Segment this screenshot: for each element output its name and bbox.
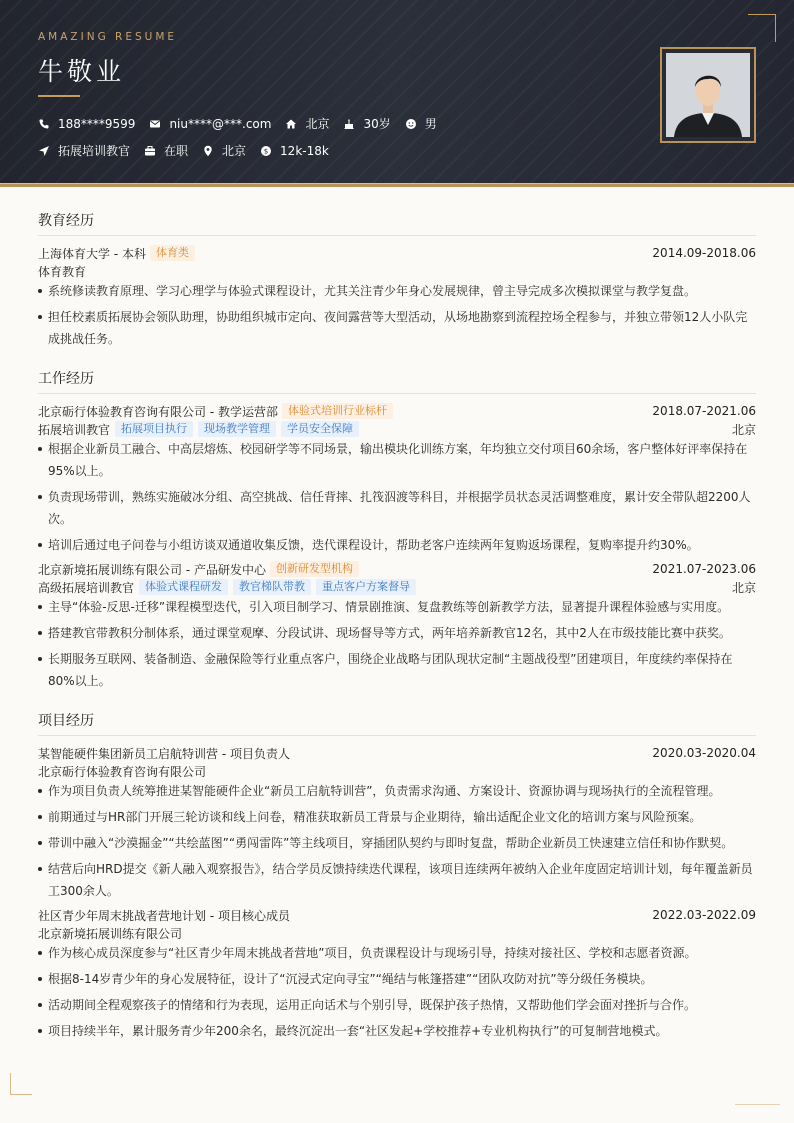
phone-value: 188****9599 <box>58 116 136 131</box>
position-value: 拓展培训教官 <box>58 144 131 158</box>
status-value: 在职 <box>164 144 189 158</box>
project-org: 北京新境拓展训练有限公司 <box>38 926 183 941</box>
bullet-list <box>38 280 756 350</box>
resume-body <box>38 210 756 1060</box>
location-item <box>285 115 329 132</box>
bullet-item: 系统修读教育原理、学习心理学与体验式课程设计，尤其关注青少年身心发展规律，曾主导完成多次模拟课堂与教学复盘。 <box>38 280 756 302</box>
bullet-list <box>38 942 756 1042</box>
company-name: 北京新境拓展训练有限公司 - 产品研发中心 <box>38 562 266 577</box>
skill-tag: 拓展项目执行 <box>115 421 193 437</box>
bullet-item: 长期服务互联网、装备制造、金融保险等行业重点客户，围绕企业战略与团队现状定制“主题战役型”团建项目，年度续约率保持在80%以上。 <box>38 648 756 692</box>
age-item <box>343 115 390 132</box>
salary-item <box>260 144 329 158</box>
skill-tag: 学员安全保障 <box>281 421 359 437</box>
briefcase-icon <box>144 145 156 157</box>
job-role: 高级拓展培训教官 <box>38 580 135 595</box>
header-accent-bar <box>0 183 794 187</box>
city-item <box>202 142 246 159</box>
bullet-item: 活动期间全程观察孩子的情绪和行为表现，运用正向话术与个别引导，既保护孩子热情，又帮助他们学会面对挫折与合作。 <box>38 994 756 1016</box>
email-item <box>149 117 271 131</box>
date-range: 2014.09-2018.06 <box>652 246 756 260</box>
corner-ornament <box>10 1073 32 1095</box>
date-range: 2020.03-2020.04 <box>652 746 756 760</box>
project-org: 北京砺行体验教育咨询有限公司 <box>38 764 207 779</box>
job-intent-row <box>38 142 343 159</box>
major-name: 体育教育 <box>38 264 87 279</box>
svg-text:$: $ <box>263 147 269 156</box>
location-pin-icon <box>202 145 214 157</box>
cake-icon <box>343 118 355 130</box>
school-name: 上海体育大学 - 本科 <box>38 246 146 261</box>
bullet-item: 担任校素质拓展协会领队助理，协助组织城市定向、夜间露营等大型活动，从场地勘察到流程控场全程参与，并独立带领12人小队完成挑战任务。 <box>38 306 756 350</box>
date-range: 2022.03-2022.09 <box>652 908 756 922</box>
section-title: 项目经历 <box>38 710 756 736</box>
smile-icon <box>405 118 417 130</box>
education-section <box>38 210 756 350</box>
work-entry <box>38 560 756 692</box>
email-value: niu****@***.com <box>169 116 272 131</box>
work-entry <box>38 402 756 556</box>
section-title: 教育经历 <box>38 210 756 236</box>
company-tag: 体验式培训行业标杆 <box>282 403 393 419</box>
bullet-item: 作为项目负责人统筹推进某智能硬件企业“新员工启航特训营”，负责需求沟通、方案设计、资源协调与现场执行的全流程管理。 <box>38 780 756 802</box>
gender-item <box>405 115 437 132</box>
bullet-item: 结营后向HRD提交《新人融入观察报告》，结合学员反馈持续迭代课程，该项目连续两年被纳入企业年度固定培训计划，每年覆盖新员工300余人。 <box>38 858 756 902</box>
bullet-item: 培训后通过电子问卷与小组访谈双通道收集反馈，迭代课程设计，帮助老客户连续两年复购返场课程，复购率提升约30%。 <box>38 534 756 556</box>
contact-row <box>38 115 451 132</box>
bullet-item: 作为核心成员深度参与“社区青少年周末挑战者营地”项目，负责课程设计与现场引导，持续对接社区、学校和志愿者资源。 <box>38 942 756 964</box>
phone-icon <box>38 118 50 130</box>
mail-icon <box>149 118 161 130</box>
corner-ornament <box>735 1104 780 1105</box>
section-title: 工作经历 <box>38 368 756 394</box>
resume-header <box>0 0 794 183</box>
projects-section <box>38 710 756 1042</box>
money-icon <box>260 145 272 157</box>
bullet-item: 根据企业新员工融合、中高层熔炼、校园研学等不同场景，输出模块化训练方案，年均独立交付项目60余场，客户整体好评率保持在95%以上。 <box>38 438 756 482</box>
bullet-item: 根据8-14岁青少年的身心发展特征，设计了“沉浸式定向寻宝”“绳结与帐篷搭建”“团队攻防对抗”等分级任务模块。 <box>38 968 756 990</box>
skill-tag: 重点客户方案督导 <box>316 579 416 595</box>
bullet-list <box>38 438 756 556</box>
skill-tag: 教官梯队带教 <box>233 579 311 595</box>
salary-value: 12k-18k <box>280 143 329 158</box>
bullet-item: 搭建教官带教积分制体系，通过课堂观摩、分段试讲、现场督导等方式，两年培养新教官12名，其中2人在市级技能比赛中获奖。 <box>38 622 756 644</box>
age-value: 30岁 <box>363 117 391 131</box>
job-city: 北京 <box>731 422 756 437</box>
skill-tag: 现场教学管理 <box>198 421 276 437</box>
position-item <box>38 142 130 159</box>
location-value: 北京 <box>305 117 330 131</box>
home-icon <box>285 118 297 130</box>
date-range: 2021.07-2023.06 <box>652 562 756 576</box>
bullet-item: 主导“体验-反思-迁移”课程模型迭代，引入项目制学习、情景剧推演、复盘教练等创新教学方法，显著提升课程体验感与实用度。 <box>38 596 756 618</box>
project-name: 某智能硬件集团新员工启航特训营 - 项目负责人 <box>38 746 290 761</box>
bullet-list <box>38 596 756 692</box>
bullet-item: 前期通过与HR部门开展三轮访谈和线上问卷，精准获取新员工背景与企业期待，输出适配企业文化的培训方案与风险预案。 <box>38 806 756 828</box>
education-entry <box>38 244 756 350</box>
skill-tag: 体验式课程研发 <box>139 579 228 595</box>
bullet-item: 带训中融入“沙漠掘金”“共绘蓝图”“勇闯雷阵”等主线项目，穿插团队契约与即时复盘，帮助企业新员工快速建立信任和协作默契。 <box>38 832 756 854</box>
profile-photo-frame <box>660 47 756 143</box>
category-tag: 体育类 <box>150 245 195 261</box>
work-section <box>38 368 756 692</box>
send-icon <box>38 145 50 157</box>
status-item <box>144 142 188 159</box>
date-range: 2018.07-2021.06 <box>652 404 756 418</box>
company-name: 北京砺行体验教育咨询有限公司 - 教学运营部 <box>38 404 278 419</box>
phone-item <box>38 117 135 131</box>
name-underline <box>38 95 80 97</box>
project-name: 社区青少年周末挑战者营地计划 - 项目核心成员 <box>38 908 290 923</box>
candidate-name: 牛敬业 <box>38 57 126 86</box>
gender-value: 男 <box>424 117 437 131</box>
profile-photo <box>666 53 750 137</box>
project-entry <box>38 906 756 1042</box>
project-entry <box>38 744 756 902</box>
company-tag: 创新研发型机构 <box>270 561 359 577</box>
brand-label: AMAZING RESUME <box>38 31 178 43</box>
bullet-list <box>38 780 756 902</box>
bullet-item: 负责现场带训，熟练实施破冰分组、高空挑战、信任背摔、扎筏泅渡等科目，并根据学员状态灵活调整难度，累计安全带队超2200人次。 <box>38 486 756 530</box>
job-city: 北京 <box>731 580 756 595</box>
job-role: 拓展培训教官 <box>38 422 111 437</box>
city-value: 北京 <box>222 144 247 158</box>
corner-ornament <box>748 14 776 42</box>
bullet-item: 项目持续半年，累计服务青少年200余名，最终沉淀出一套“社区发起+学校推荐+专业机构执行”的可复制营地模式。 <box>38 1020 756 1042</box>
